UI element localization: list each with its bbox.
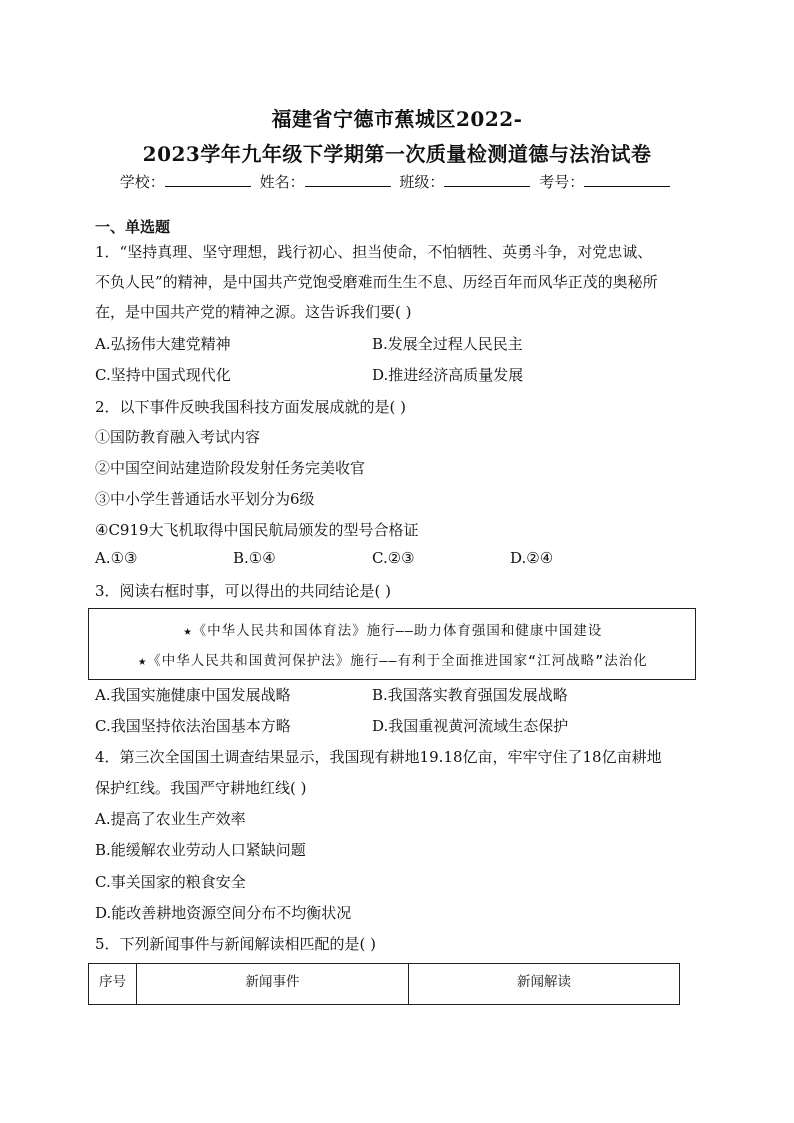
q3-option-c[interactable]: C.我国坚持依法治国基本方略 xyxy=(95,717,291,735)
q1-stem-line2: 不负人民”的精神，是中国共产党饱受磨难而生生不息、历经百年而风华正茂的奥秘所 xyxy=(95,273,658,291)
q4-option-b[interactable]: B.能缓解农业劳动人口紧缺问题 xyxy=(95,841,306,859)
q4-option-c[interactable]: C.事关国家的粮食安全 xyxy=(95,873,246,891)
q4-option-d[interactable]: D.能改善耕地资源空间分布不均衡状况 xyxy=(95,904,352,922)
q2-item-3: ③中小学生普通话水平划分为6级 xyxy=(95,490,315,508)
q1-option-d[interactable]: D.推进经济高质量发展 xyxy=(372,366,524,384)
page-title-line2: 2023学年九年级下学期第一次质量检测道德与法治试卷 xyxy=(142,142,652,166)
q3-stem: 3．阅读右框时事，可以得出的共同结论是( ) xyxy=(95,582,392,600)
name-label: 姓名： xyxy=(259,173,305,191)
q4-stem-line2: 保护红线。我国严守耕地红线( ) xyxy=(95,779,307,797)
q2-option-b[interactable]: B.①④ xyxy=(233,549,276,567)
q2-option-d[interactable]: D.②④ xyxy=(510,549,554,567)
q4-stem-line1: 4．第三次全国国土调查结果显示，我国现有耕地19.18亿亩，牢牢守住了18亿亩耕地 xyxy=(95,748,662,766)
name-blank[interactable] xyxy=(305,172,391,187)
q5-header-event: 新闻事件 xyxy=(137,964,409,1004)
q4-option-a[interactable]: A.提高了农业生产效率 xyxy=(95,810,246,828)
q1-stem-line3: 在，是中国共产党的精神之源。这告诉我们要( ) xyxy=(95,303,412,321)
class-label: 班级： xyxy=(399,173,445,191)
student-info-row xyxy=(0,171,794,192)
school-label: 学校： xyxy=(119,173,165,191)
q2-option-a[interactable]: A.①③ xyxy=(95,549,138,567)
class-blank[interactable] xyxy=(444,172,530,187)
q3-box-line2: ★《中华人民共和国黄河保护法》施行——有利于全面推进国家“江河战略”法治化 xyxy=(138,653,648,669)
school-blank[interactable] xyxy=(165,172,251,187)
q1-stem-line1: 1．“坚持真理、坚守理想，践行初心、担当使命，不怕牺牲、英勇斗争，对党忠诚、 xyxy=(95,243,653,261)
exam-number-blank[interactable] xyxy=(584,172,670,187)
q1-option-b[interactable]: B.发展全过程人民民主 xyxy=(372,335,523,353)
q2-item-2: ②中国空间站建造阶段发射任务完美收官 xyxy=(95,459,366,477)
page-title-line1: 福建省宁德市蕉城区2022- xyxy=(271,107,523,131)
q5-header-number: 序号 xyxy=(89,964,137,1004)
q3-option-b[interactable]: B.我国落实教育强国发展战略 xyxy=(372,686,568,704)
q2-stem: 2．以下事件反映我国科技方面发展成就的是( ) xyxy=(95,398,407,416)
q5-stem: 5．下列新闻事件与新闻解读相匹配的是( ) xyxy=(95,935,377,953)
q1-option-a[interactable]: A.弘扬伟大建党精神 xyxy=(95,335,231,353)
q2-option-c[interactable]: C.②③ xyxy=(372,549,415,567)
q3-box-line1: ★《中华人民共和国体育法》施行——助力体育强国和健康中国建设 xyxy=(183,623,603,639)
q5-table xyxy=(88,963,680,1005)
q2-item-4: ④C919大飞机取得中国民航局颁发的型号合格证 xyxy=(95,521,419,539)
q5-header-interpretation: 新闻解读 xyxy=(517,974,571,990)
q2-item-1: ①国防教育融入考试内容 xyxy=(95,428,261,446)
q3-option-a[interactable]: A.我国实施健康中国发展战略 xyxy=(95,686,291,704)
q1-option-c[interactable]: C.坚持中国式现代化 xyxy=(95,366,231,384)
q3-option-d[interactable]: D.我国重视黄河流域生态保护 xyxy=(372,717,569,735)
q3-news-box xyxy=(88,608,696,680)
exam-number-label: 考号： xyxy=(539,173,585,191)
section-heading: 一、单选题 xyxy=(95,218,171,236)
